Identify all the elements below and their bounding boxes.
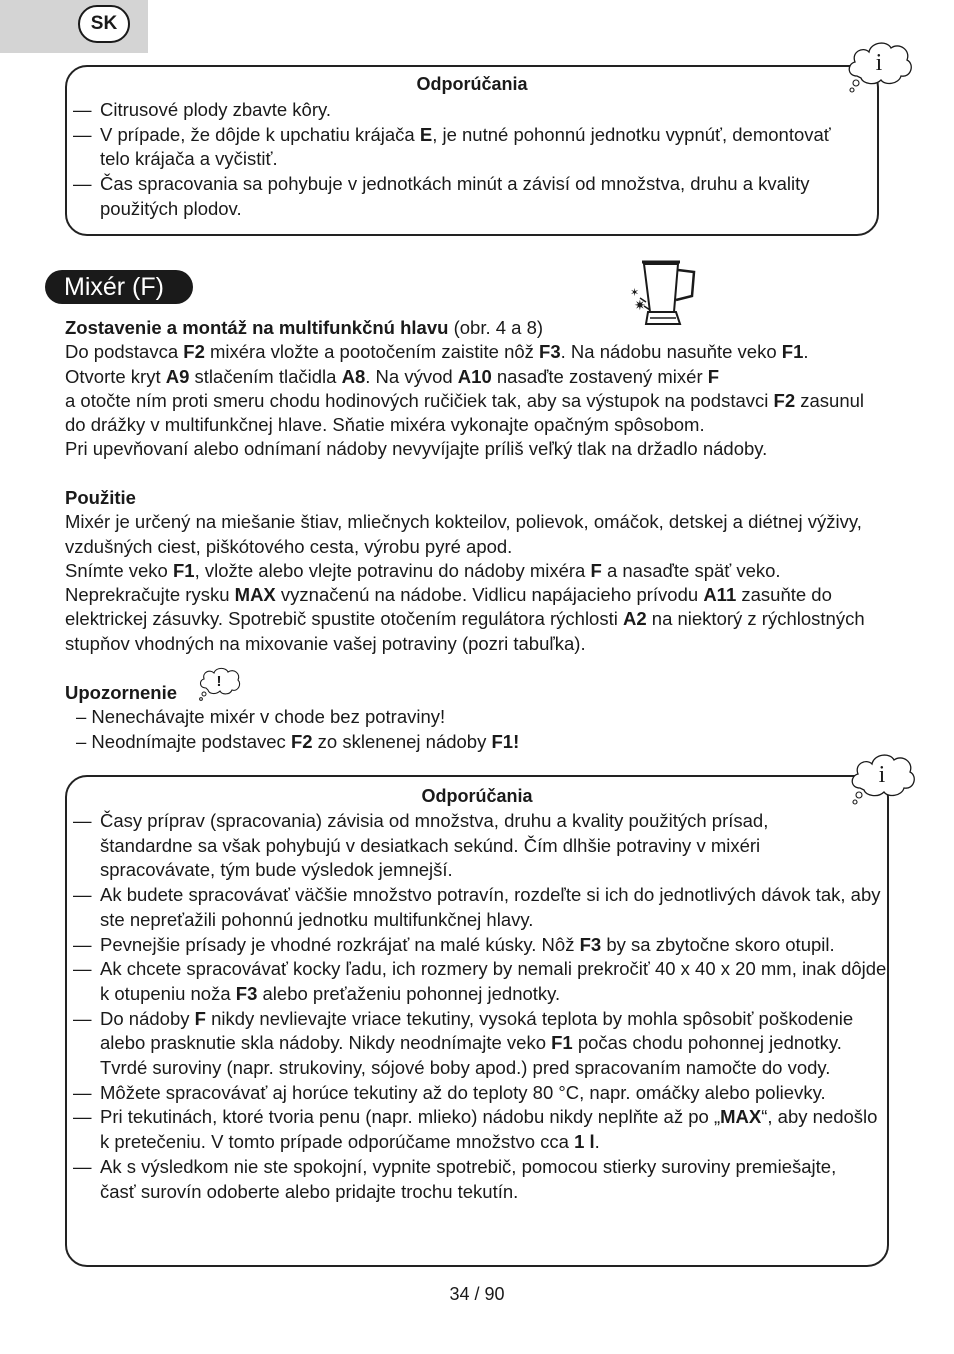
recommendations-box-top	[65, 65, 879, 236]
warning-list	[76, 705, 519, 754]
list-item: — Do nádoby F nikdy nevlievajte vriace tekutiny, vysoká teplota by mohla spôsobiť poškodenie alebo prasknutie skla nádoby. Nikdy neodnímajte veko F1 počas chodu pohonnej jednotky. Tvrdé suroviny (napr. strukoviny, sójové boby apod.) pred spracovaním namočte do vody.	[73, 1007, 891, 1081]
recommendations-list	[73, 98, 837, 222]
usage-paragraph: Neprekračujte rysku MAX vyznačenú na nádobe. Vidlicu napájacieho prívodu A11 zasuňte do elektrickej zásuvky. Spotrebič spustite otočením regulátora rýchlosti A2 na niektorý z rýchlostných stupňov vhodných na mixovanie vašej potraviny (pozri tabuľka).	[65, 584, 865, 654]
section-title: Mixér (F)	[45, 270, 193, 304]
assembly-section	[65, 316, 914, 462]
usage-section	[65, 486, 914, 656]
usage-paragraph: Snímte veko F1, vložte alebo vlejte potravinu do nádoby mixéra F a nasaďte späť veko.	[65, 559, 781, 581]
recommendations-title: Odporúčania	[416, 74, 528, 94]
recommendations-title: Odporúčania	[421, 786, 533, 806]
usage-paragraph: Mixér je určený na miešanie štiav, mliečnych kokteilov, polievok, omáčok, detskej a diétnej výživy, vzdušných ciest, piškótového cesta, výrobu pyré apod.	[65, 511, 862, 557]
list-item: – Nenechávajte mixér v chode bez potraviny!	[76, 706, 446, 727]
list-item: — Ak s výsledkom nie ste spokojní, vypnite spotrebič, pomocou stierky suroviny premiešajte, časť surovín odoberte alebo pridajte trochu tekutín.	[73, 1155, 891, 1204]
warning-heading-row	[65, 681, 914, 705]
page-number: 34 / 90	[449, 1284, 505, 1304]
language-code-badge: SK	[78, 5, 130, 43]
list-item: — Ak chcete spracovávať kocky ľadu, ich rozmery by nemali prekročiť 40 x 40 x 20 mm, inak dôjde k otupeniu noža F3 alebo preťaženiu pohonnej jednotky.	[73, 957, 891, 1006]
list-item: — Citrusové plody zbavte kôry.	[73, 98, 837, 123]
list-item: — V prípade, že dôjde k upchatiu krájača E, je nutné pohonnú jednotku vypnúť, demontovať telo krájača a vyčistiť.	[73, 123, 837, 172]
info-cloud-icon	[843, 36, 915, 98]
assembly-paragraph: Otvorte kryt A9 stlačením tlačidla A8. Na vývod A10 nasaďte zostavený mixér F	[65, 365, 720, 387]
svg-text:✷: ✷	[634, 298, 646, 314]
assembly-paragraph: Do podstavca F2 mixéra vložte a pootočením zaistite nôž F3. Na nádobu nasuňte veko F1.	[65, 341, 809, 363]
info-cloud-icon	[846, 748, 918, 810]
warning-heading: Upozornenie	[65, 682, 178, 703]
svg-text:i: i	[875, 50, 883, 76]
svg-text:i: i	[878, 762, 886, 788]
recommendations-list	[73, 809, 891, 1204]
assembly-heading: Zostavenie a montáž na multifunkčnú hlavu (obr. 4 a 8)	[65, 317, 544, 338]
warning-cloud-icon	[196, 664, 242, 702]
svg-text:!: !	[216, 673, 222, 690]
list-item: — Pri tekutinách, ktoré tvoria penu (napr. mlieko) nádobu nikdy neplňte až po „MAX“, aby nedošlo k pretečeniu. V tomto prípade odporúčame množstvo cca 1 l.	[73, 1105, 891, 1154]
list-item: – Neodnímajte podstavec F2 zo sklenenej nádoby F1!	[76, 730, 520, 752]
list-item: — Čas spracovania sa pohybuje v jednotkách minút a závisí od množstva, druhu a kvality použitých plodov.	[73, 172, 837, 221]
list-item: — Časy príprav (spracovania) závisia od množstva, druhu a kvality použitých prísad, štandardne sa však pohybujú v desiatkach sekúnd. Čím dlhšie potraviny v mixéri spracovávate, tým bude výsledok jemnejší.	[73, 809, 891, 883]
recommendations-box-bottom	[65, 775, 889, 1267]
list-item: — Ak budete spracovávať väčšie množstvo potravín, rozdeľte si ich do jednotlivých dávok tak, aby ste nepreťažili pohonnú jednotku multifunkčnej hlavy.	[73, 883, 891, 932]
language-tab	[0, 0, 148, 53]
usage-heading: Použitie	[65, 487, 136, 508]
list-item: — Môžete spracovávať aj horúce tekutiny až do teploty 80 °C, napr. omáčky alebo polievky.	[73, 1081, 891, 1106]
assembly-paragraph: a otočte ním proti smeru chodu hodinových ručičiek tak, aby sa výstupok na podstavci F2 zasunul do drážky v multifunkčnej hlave. Sňatie mixéra vykonajte opačným spôsobom.	[65, 389, 865, 436]
svg-text:✶: ✶	[630, 286, 640, 299]
assembly-paragraph: Pri upevňovaní alebo odnímaní nádoby nevyvíjajte príliš veľký tlak na držadlo nádoby.	[65, 438, 768, 460]
list-item: — Pevnejšie prísady je vhodné rozkrájať na malé kúsky. Nôž F3 by sa zbytočne skoro otupil.	[73, 933, 891, 958]
